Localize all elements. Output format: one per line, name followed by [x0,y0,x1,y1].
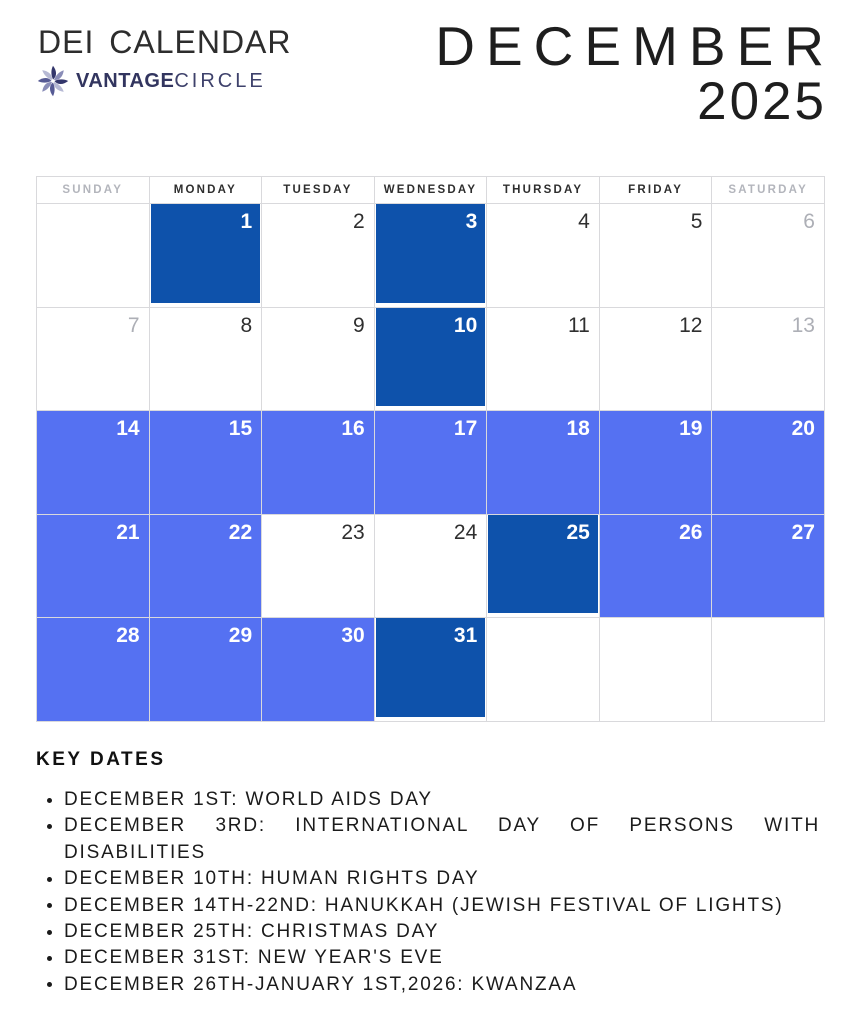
date-number: 25 [566,520,590,544]
month-year: 2025 [697,72,827,131]
key-date-text: DECEMBER 10TH: HUMAN RIGHTS DAY [64,868,480,890]
date-number: 11 [568,313,590,337]
calendar-cell-21 [37,515,150,619]
key-date-text: DECEMBER 31ST: NEW YEAR'S EVE [64,947,444,969]
calendar-cell-27 [712,515,825,619]
key-date-item [44,945,820,971]
pinwheel-star-icon [34,62,72,100]
date-number: 17 [453,417,478,441]
bullet-dot [47,982,52,987]
calendar-cell-5 [600,204,713,308]
date-number: 16 [341,417,365,441]
date-number: 30 [341,624,365,648]
calendar-cell-6 [712,204,825,308]
date-number: 28 [116,624,140,648]
bullet-dot [47,798,52,803]
calendar-cell-19 [600,411,713,515]
calendar-cell-16 [262,411,375,515]
day-header-thursday: THURSDAY [487,177,600,204]
brand-name-bold: VANTAGE [76,69,175,92]
key-date-item [44,972,820,998]
key-date-item [44,893,820,919]
brand-name-light: CIRCLE [174,69,266,92]
calendar-cell-20 [712,411,825,515]
date-number: 31 [453,624,478,648]
date-number: 9 [353,313,365,337]
calendar-cell-28 [37,618,150,722]
key-date-item [44,813,820,866]
date-number: 6 [803,210,815,233]
page-title: DEI CALENDAR [38,24,292,60]
day-header-friday: FRIDAY [600,177,713,204]
brand-name [76,70,266,93]
date-number: 5 [690,210,703,233]
calendar-grid [36,176,825,722]
calendar-cell-13 [712,308,825,412]
key-dates-heading: KEY DATES [36,749,166,770]
day-header-saturday: SATURDAY [712,177,825,204]
calendar-cell-30 [262,618,375,722]
calendar-cell-31 [375,618,488,722]
calendar-cell-3 [375,204,488,308]
calendar-cell-22 [150,515,263,619]
bullet-dot [47,930,52,935]
calendar-cell-14 [37,411,150,515]
date-number: 8 [240,313,253,337]
date-number: 23 [341,520,365,544]
calendar-cell-12 [600,308,713,412]
key-date-text: DECEMBER 25TH: CHRISTMAS DAY [64,921,440,943]
date-number: 4 [578,210,590,233]
date-number: 21 [116,520,140,544]
calendar-cell-empty [712,618,825,722]
bullet-dot [47,824,52,829]
bullet-dot [47,903,52,908]
day-header-sunday: SUNDAY [37,177,150,204]
key-date-text: DECEMBER 14TH-22ND: HANUKKAH (JEWISH FESTIVAL OF LIGHTS) [64,894,784,916]
day-header-tuesday: TUESDAY [262,177,375,204]
date-number: 20 [791,417,815,441]
date-number: 14 [116,417,140,441]
date-number: 1 [240,210,253,233]
date-number: 27 [791,520,815,544]
day-header-wednesday: WEDNESDAY [375,177,488,204]
brand-logo [34,62,266,100]
date-number: 18 [566,417,590,441]
key-date-item [44,787,820,813]
key-date-item [44,866,820,892]
calendar-cell-15 [150,411,263,515]
calendar-cell-7 [37,308,150,412]
calendar-cell-empty [37,204,150,308]
month-title-block [435,15,835,131]
date-number: 12 [679,313,703,337]
calendar-cell-empty [600,618,713,722]
key-date-text: DECEMBER 1ST: WORLD AIDS DAY [64,789,433,810]
date-number: 26 [679,520,703,544]
key-dates-list [44,787,820,998]
key-date-text: DECEMBER 26TH-JANUARY 1ST,2026: KWANZAA [64,973,578,995]
calendar-cell-26 [600,515,713,619]
bullet-dot [47,877,52,882]
calendar-cell-24 [375,515,488,619]
date-number: 2 [353,210,365,233]
calendar-cell-25 [487,515,600,619]
date-number: 3 [465,210,478,233]
date-number: 7 [127,313,140,337]
calendar-cell-10 [375,308,488,412]
date-number: 22 [228,520,253,544]
date-number: 24 [453,520,478,544]
date-number: 19 [679,417,703,441]
calendar-cell-4 [487,204,600,308]
date-number: 29 [228,624,253,648]
calendar-cell-1 [150,204,263,308]
calendar-cell-11 [487,308,600,412]
bullet-dot [47,956,52,961]
date-number: 13 [791,313,815,337]
calendar-cell-empty [487,618,600,722]
month-name: DECEMBER [435,15,835,77]
key-date-text: DECEMBER 3RD: INTERNATIONAL DAY OF PERSONS WITH DISABILITIES [64,815,820,863]
calendar-cell-17 [375,411,488,515]
date-number: 10 [453,313,478,337]
calendar-cell-29 [150,618,263,722]
calendar-cell-9 [262,308,375,412]
day-header-monday: MONDAY [150,177,263,204]
date-number: 15 [228,417,253,441]
calendar-cell-8 [150,308,263,412]
calendar-cell-18 [487,411,600,515]
key-date-item [44,919,820,945]
calendar-cell-23 [262,515,375,619]
calendar-cell-2 [262,204,375,308]
